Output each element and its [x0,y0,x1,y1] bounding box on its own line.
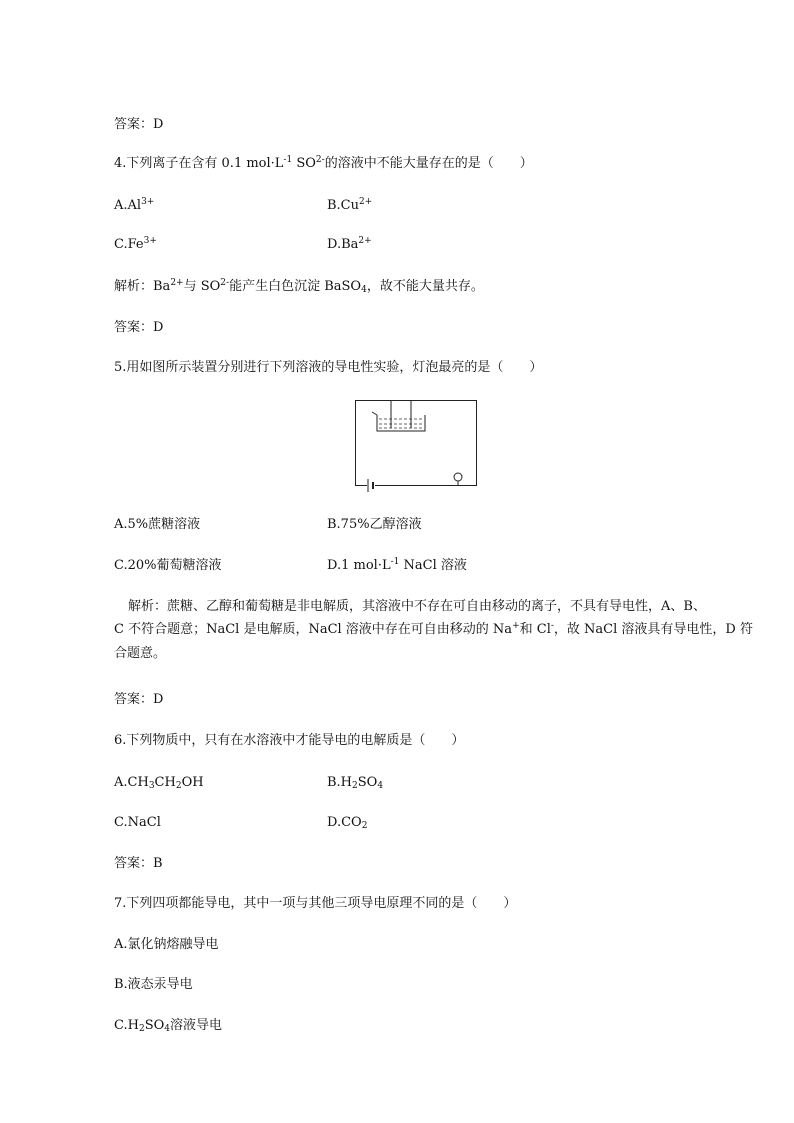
q5-stem: 5.用如图所示装置分别进行下列溶液的导电性实验，灯泡最亮的是（ ） [114,360,543,375]
q5-option-d: D.1 $mol\cdot L^{-1}$ NaCl 溶液 [327,557,467,573]
q7-option-a: A.氯化钠熔融导电 [114,937,219,952]
q6-option-c: C.NaCl [114,815,161,830]
q6-option-b: $B.H_2SO_4$ [327,775,384,791]
light-bulb [454,473,462,486]
q7-stem: 7.下列四项都能导电，其中一项与其他三项导电原理不同的是（ ） [114,896,517,911]
q5-analysis-line3: 合题意。 [114,646,167,661]
conductivity-apparatus-figure [355,397,479,493]
q5-answer: 答案：D [114,692,164,707]
battery-symbol [367,479,375,492]
q3-answer: 答案：D [114,117,164,132]
q5-analysis-line1: 解析：蔗糖、乙醇和葡萄糖是非电解质，其溶液中不存在可自由移动的离子，不具有导电性，A、B、 [128,599,706,614]
q7-option-c: $C.H_2SO_4$溶液导电 [114,1018,223,1034]
q6-answer: 答案：B [114,856,163,871]
q4-stem: 4.下列离子在含有 0.1 $mol\cdot L^{-1}$ $SO^{2-}$的溶液中不能大量存在的是（ ） [114,155,533,171]
q4-option-a: $A.Al^{3+}$ [114,197,155,213]
q4-option-d: $D.Ba^{2+}$ [327,236,372,252]
q5-option-a: A.5%蔗糖溶液 [114,517,201,532]
q6-option-d: $D.CO_2$ [327,815,368,831]
beaker-liquid [379,419,423,428]
q6-option-a: $A.CH_3CH_2OH$ [114,775,204,791]
q5-option-c: C.20%葡萄糖溶液 [114,558,222,573]
q6-stem: 6.下列物质中，只有在水溶液中才能导电的电解质是（ ） [114,733,465,748]
q4-answer: 答案：D [114,320,164,335]
q5-option-b: B.75%乙醇溶液 [327,517,422,532]
q7-option-b: B.液态汞导电 [114,977,193,992]
q4-option-c: $C.Fe^{3+}$ [114,236,157,252]
q5-analysis-line2: C 不符合题意；NaCl 是电解质，NaCl 溶液中存在可自由移动的 Na+和 Cl-，故 NaCl 溶液具有导电性，D 符 [114,621,753,637]
q4-option-b: $B.Cu^{2+}$ [327,197,373,213]
q4-analysis: 解析：$Ba^{2+}$与 $SO^{2-}$能产生白色沉淀 BaSO$_4$，故不能大量共存。 [114,278,484,295]
